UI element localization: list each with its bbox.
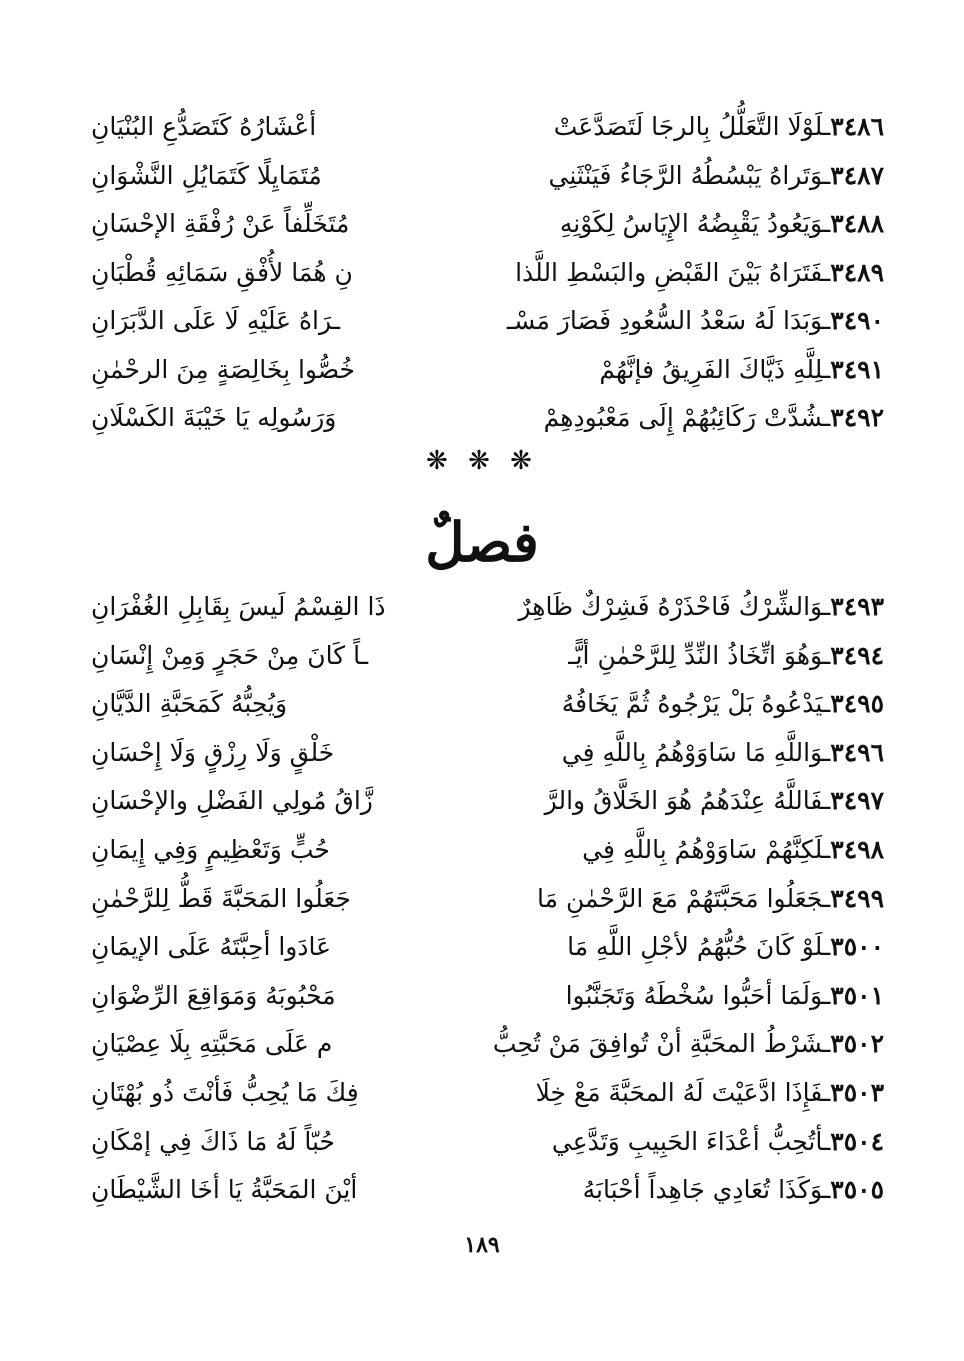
verse-number: ٣٤٩٣: [830, 592, 884, 621]
verse-line: [90, 689, 884, 738]
verse-first-hemistich: [484, 1078, 884, 1107]
hemistich-text: وَيَعُودُ يَقْبِضُهُ الإِيَاسُ لِكَوْنِهِ: [559, 209, 823, 238]
verse-second-hemistich: جَعَلُوا المَحَبَّةَ قَطُّ لِلرَّحْمٰنِ: [91, 883, 351, 913]
hemistich-text: وَكَذَا تُعَادِي جَاهِداً أحْبَابَهُ: [582, 1175, 823, 1205]
hemistich-text: وَبَدَا لَهُ سَعْدُ السُّعُودِ فَصَارَ مَسْـ: [506, 306, 823, 335]
verse-dash: ـ: [822, 883, 831, 913]
verse-dash: ـ: [822, 403, 831, 432]
verse-first-hemistich: [484, 981, 884, 1010]
verse-dash: ـ: [822, 689, 831, 719]
verse-first-hemistich: [484, 1127, 884, 1156]
verse-line: [90, 738, 884, 787]
verse-number: ٣٤٩٩: [830, 883, 884, 913]
verse-line: [90, 884, 884, 933]
verse-dash: ـ: [822, 1077, 831, 1107]
verse-first-hemistich: [484, 1029, 884, 1058]
verse-second-hemistich: وَيُحِبُّهُ كَمَحَبَّةِ الدَّيَّانِ: [91, 689, 288, 719]
hemistich-text: فَاللَّهُ عِنْدَهُمُ هُوَ الخَلَّاقُ والرَّ: [544, 786, 823, 816]
verse-line: [90, 1175, 884, 1224]
verse-number: ٣٤٨٩: [830, 257, 884, 287]
verse-dash: ـ: [822, 932, 831, 962]
verse-number: ٣٥٠٥: [830, 1175, 884, 1205]
verse-first-hemistich: [484, 738, 884, 767]
verse-number: ٣٤٩٠: [830, 306, 884, 335]
verse-line: [90, 592, 884, 641]
verse-line: [90, 112, 884, 161]
hemistich-text: وَاللَّهِ مَا سَاوَوْهُمُ بِاللَّهِ فِي: [561, 737, 823, 767]
verse-line: [90, 258, 884, 307]
verse-second-hemistich: مَحْبُوبَهُ وَمَوَاقِعَ الرِّضْوَانِ: [91, 980, 336, 1010]
verse-line: [90, 641, 884, 690]
verse-dash: ـ: [822, 1029, 831, 1059]
verse-dash: ـ: [822, 640, 831, 670]
verse-line: [90, 1029, 884, 1078]
verse-number: ٣٥٠٢: [830, 1029, 884, 1059]
verse-line: [90, 786, 884, 835]
verse-second-hemistich: مُتَمَايِلًا كَتَمَايُلِ النَّشْوَانِ: [91, 160, 322, 190]
verse-first-hemistich: [484, 112, 884, 141]
verse-number: ٣٤٨٧: [830, 160, 884, 190]
verse-dash: ـ: [822, 160, 831, 190]
verse-line: [90, 209, 884, 258]
verse-dash: ـ: [822, 980, 831, 1010]
verse-second-hemistich: ـرَاهُ عَلَيْهِ لَا عَلَى الدَّبَرَانِ: [91, 306, 341, 335]
verse-number: ٣٤٨٨: [830, 209, 884, 238]
verse-line: [90, 1078, 884, 1127]
verse-first-hemistich: [484, 209, 884, 238]
verse-number: ٣٤٩٦: [830, 737, 884, 767]
verse-dash: ـ: [822, 786, 831, 816]
verse-line: [90, 932, 884, 981]
verse-first-hemistich: [484, 403, 884, 432]
verse-second-hemistich: حُبٍّ وَتَعْظِيمٍ وَفِي إِيمَانِ: [91, 834, 330, 864]
hemistich-text: وَالشِّرْكُ فَاحْذَرْهُ فَشِرْكٌ ظَاهِرٌ: [518, 592, 823, 621]
verse-second-hemistich: زَّاقُ مُولِي الفَضْلِ والإحْسَانِ: [91, 786, 373, 816]
verse-second-hemistich: فِكَ مَا يُحِبُّ فَأنْتَ ذُو بُهْتَانِ: [91, 1077, 359, 1107]
verse-number: ٣٤٩١: [830, 354, 884, 384]
hemistich-text: لَوْ كَانَ حُبُّهُمُ لأجْلِ اللَّهِ مَا: [567, 932, 823, 962]
hemistich-text: فَتَرَاهُ بَيْنَ القَبْضِ والبَسْطِ اللَّذا: [515, 257, 823, 287]
verse-dash: ـ: [822, 737, 831, 767]
verse-number: ٣٥٠١: [830, 980, 884, 1010]
verse-second-hemistich: خَلْقٍ وَلَا رِزْقٍ وَلَا إِحْسَانِ: [91, 737, 335, 767]
verse-first-hemistich: [484, 592, 884, 621]
verse-first-hemistich: [484, 1175, 884, 1204]
hemistich-text: لَوْلَا التَّعَلُّلُ بِالرجَا لَتَصَدَّعَتْ: [553, 112, 823, 141]
hemistich-text: وَلَمَا أحَبُّوا سُخْطَهُ وَتَجَنَّبُوا: [565, 980, 823, 1010]
verse-line: [90, 355, 884, 404]
verse-dash: ـ: [822, 354, 831, 384]
hemistich-text: أتُحِبُّ أعْدَاءَ الحَبِيبِ وَتَدَّعِي: [551, 1126, 823, 1156]
verse-number: ٣٤٩٤: [830, 640, 884, 670]
verse-first-hemistich: [484, 932, 884, 961]
hemistich-text: وَتَراهُ يَبْسُطُهُ الرَّجَاءُ فَيَنْثَنِي: [548, 160, 823, 190]
verse-number: ٣٤٩٥: [830, 689, 884, 719]
hemistich-text: فَإِذَا ادَّعَيْتَ لَهُ المحَبَّةَ مَعْ خِلَا: [535, 1077, 823, 1107]
verse-first-hemistich: [484, 884, 884, 913]
verse-line: [90, 835, 884, 884]
verse-number: ٣٤٨٦: [830, 112, 884, 141]
verse-second-hemistich: أيْنَ المَحَبَّةُ يَا أخَا الشَّيْطَانِ: [91, 1175, 358, 1205]
verse-line: [90, 161, 884, 210]
verse-second-hemistich: أعْشَارُهُ كَتَصَدُّعِ البُنْيَانِ: [91, 112, 317, 141]
hemistich-text: شُدَّتْ رَكَائِبُهُمْ إِلَى مَعْبُودِهِمْ: [543, 403, 823, 432]
verse-dash: ـ: [822, 257, 831, 287]
verse-dash: ـ: [822, 1126, 831, 1156]
verse-dash: ـ: [822, 306, 831, 335]
verse-second-hemistich: مُتَخَلِّفاً عَنْ رُفْقَةِ الإحْسَانِ: [91, 209, 350, 238]
hemistich-text: لِلَّهِ ذَيَّاكَ الفَرِيقُ فإنَّهُمْ: [599, 354, 823, 384]
verse-second-hemistich: ذَا القِسْمُ لَيسَ بِقَابِلِ الغُفْرَانِ: [91, 592, 386, 621]
verse-second-hemistich: م عَلَى مَحَبَّتِهِ بِلَا عِصْيَانِ: [91, 1029, 333, 1059]
hemistich-text: جَعَلُوا مَحَبَّتَهُمْ مَعَ الرَّحْمٰنِ مَا: [537, 883, 823, 913]
verse-second-hemistich: حُبّاً لَهُ مَا ذَاكَ فِي إمْكَانِ: [91, 1126, 335, 1156]
verse-line: [90, 306, 884, 355]
verses-section-1: [90, 112, 884, 452]
hemistich-text: وَهُوَ اتِّخَاذُ النِّدِّ لِلرَّحْمٰنِ أيًّـ: [568, 640, 823, 670]
section-heading: فصلٌ: [425, 510, 539, 574]
section-separator: ❋ ❋ ❋: [426, 446, 538, 476]
verse-first-hemistich: [484, 161, 884, 190]
hemistich-text: لَكِنَّهُمْ سَاوَوْهُمُ بِاللَّهِ فِي: [582, 834, 823, 864]
verse-line: [90, 403, 884, 452]
verse-number: ٣٥٠٤: [830, 1126, 884, 1156]
verse-second-hemistich: ـاً كَانَ مِنْ حَجَرٍ وَمِنْ إِنْسَانِ: [91, 640, 369, 670]
hemistich-text: يَدْعُوهُ بَلْ يَرْجُوهُ ثُمَّ يَخَافُهُ: [561, 689, 823, 719]
verse-first-hemistich: [484, 355, 884, 384]
verse-first-hemistich: [484, 689, 884, 718]
verse-dash: ـ: [822, 834, 831, 864]
verse-number: ٣٥٠٣: [830, 1077, 884, 1107]
verse-second-hemistich: خُصُّوا بِخَالِصَةٍ مِنَ الرحْمٰنِ: [91, 354, 355, 384]
verse-number: ٣٤٩٧: [830, 786, 884, 816]
hemistich-text: شَرْطُ المحَبَّةِ أنْ تُوافِقَ مَنْ تُحِبُّ: [492, 1029, 823, 1059]
page-number: ١٨٩: [464, 1232, 500, 1258]
verse-first-hemistich: [484, 835, 884, 864]
verse-line: [90, 981, 884, 1030]
verse-number: ٣٤٩٨: [830, 834, 884, 864]
verse-first-hemistich: [484, 786, 884, 815]
verse-number: ٣٤٩٢: [830, 403, 884, 432]
verse-number: ٣٥٠٠: [830, 932, 884, 962]
verse-dash: ـ: [822, 112, 831, 141]
verse-first-hemistich: [484, 306, 884, 335]
verse-line: [90, 1127, 884, 1176]
verse-dash: ـ: [822, 1175, 831, 1205]
verse-first-hemistich: [484, 258, 884, 287]
verse-dash: ـ: [822, 592, 831, 621]
verses-section-2: [90, 592, 884, 1224]
verse-second-hemistich: نِ هُمَا لأُفْقِ سَمَائِهِ قُطْبَانِ: [91, 257, 353, 287]
verse-first-hemistich: [484, 641, 884, 670]
verse-dash: ـ: [822, 209, 831, 238]
verse-second-hemistich: وَرَسُولِه يَا خَيْبَةَ الكَسْلَانِ: [91, 403, 337, 432]
verse-second-hemistich: عَادَوا أحِبَّتَهُ عَلَى الإيمَانِ: [91, 932, 332, 962]
